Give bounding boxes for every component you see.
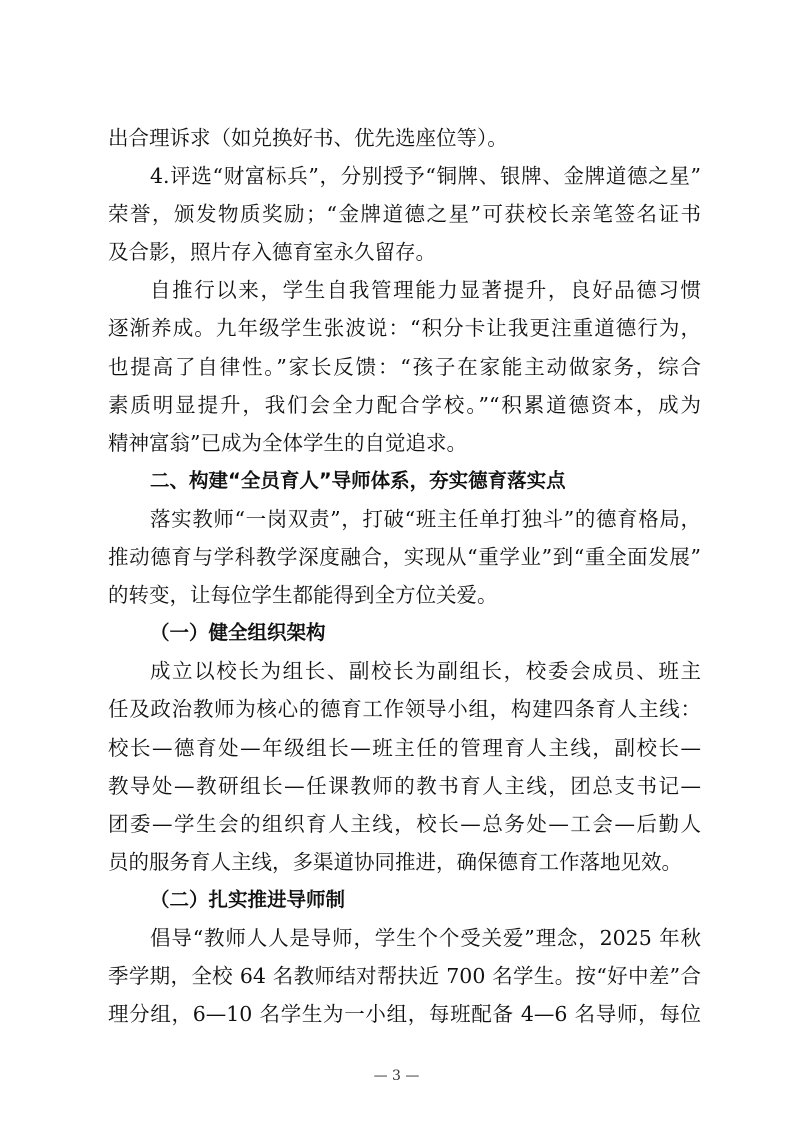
- text-line: 4.评选“财富标兵”，分别授予“铜牌、银牌、金牌道德之星”: [150, 164, 701, 189]
- text-line: 倡导“教师人人是导师，学生个个受关爱”理念，2025 年秋: [150, 925, 701, 950]
- section-heading: [108, 462, 701, 500]
- page-number: — 3 —: [373, 1068, 420, 1084]
- text-line: 出合理诉求（如兑换好书、优先选座位等）。: [108, 126, 508, 150]
- text-line: 团委—学生会的组织育人主线，校长—总务处—工会—后勤人: [108, 811, 701, 836]
- text-line: 也提高了自律性。”家长反馈：“孩子在家能主动做家务，综合: [108, 354, 701, 379]
- paragraph: [108, 119, 701, 157]
- text-line: （二）扎实推进导师制: [150, 887, 346, 911]
- paragraph: [108, 919, 701, 1033]
- text-line: 自推行以来，学生自我管理能力显著提升，良好品德习惯: [150, 278, 701, 303]
- text-line: 校长—德育处—年级组长—班主任的管理育人主线，副校长—: [108, 735, 701, 760]
- text-line: 任及政治教师为核心的德育工作领导小组，构建四条育人主线：: [108, 697, 701, 722]
- text-line: 理分组，6—10 名学生为一小组，每班配备 4—6 名导师，每位: [108, 1002, 701, 1027]
- text-line: 荣誉，颁发物质奖励；“金牌道德之星”可获校长亲笔签名证书: [108, 202, 701, 227]
- text-line: 逐渐养成。九年级学生张波说：“积分卡让我更注重道德行为，: [108, 316, 701, 341]
- text-line: 推动德育与学科教学深度融合，实现从“重学业”到“重全面发展”: [108, 545, 701, 570]
- text-line: 的转变，让每位学生都能得到全方位关爱。: [108, 583, 498, 608]
- text-line: 二、构建“全员育人”导师体系，夯实德育落实点: [150, 468, 566, 492]
- paragraph: [108, 271, 701, 461]
- subsection-heading: [108, 614, 701, 652]
- paragraph: [108, 652, 701, 881]
- text-line: （一）健全组织架构: [150, 621, 326, 645]
- paragraph: [108, 500, 701, 614]
- text-line: 教导处—教研组长—任课教师的教书育人主线，团总支书记—: [108, 773, 701, 798]
- text-line: 精神富翁”已成为全体学生的自觉追求。: [108, 430, 467, 455]
- text-line: 季学期，全校 64 名教师结对帮扶近 700 名学生。按“好中差”合: [108, 964, 701, 989]
- text-line: 落实教师“一岗双责”，打破“班主任单打独斗”的德育格局，: [150, 506, 701, 531]
- document-body: [108, 119, 701, 1033]
- text-line: 及合影，照片存入德育室永久留存。: [108, 240, 436, 265]
- paragraph: [108, 157, 701, 271]
- text-line: 成立以校长为组长、副校长为副组长，校委会成员、班主: [150, 659, 701, 684]
- text-line: 员的服务育人主线，多渠道协同推进，确保德育工作落地见效。: [108, 849, 682, 874]
- subsection-heading: [108, 881, 701, 919]
- text-line: 素质明显提升，我们会全力配合学校。”“积累道德资本，成为: [108, 392, 701, 417]
